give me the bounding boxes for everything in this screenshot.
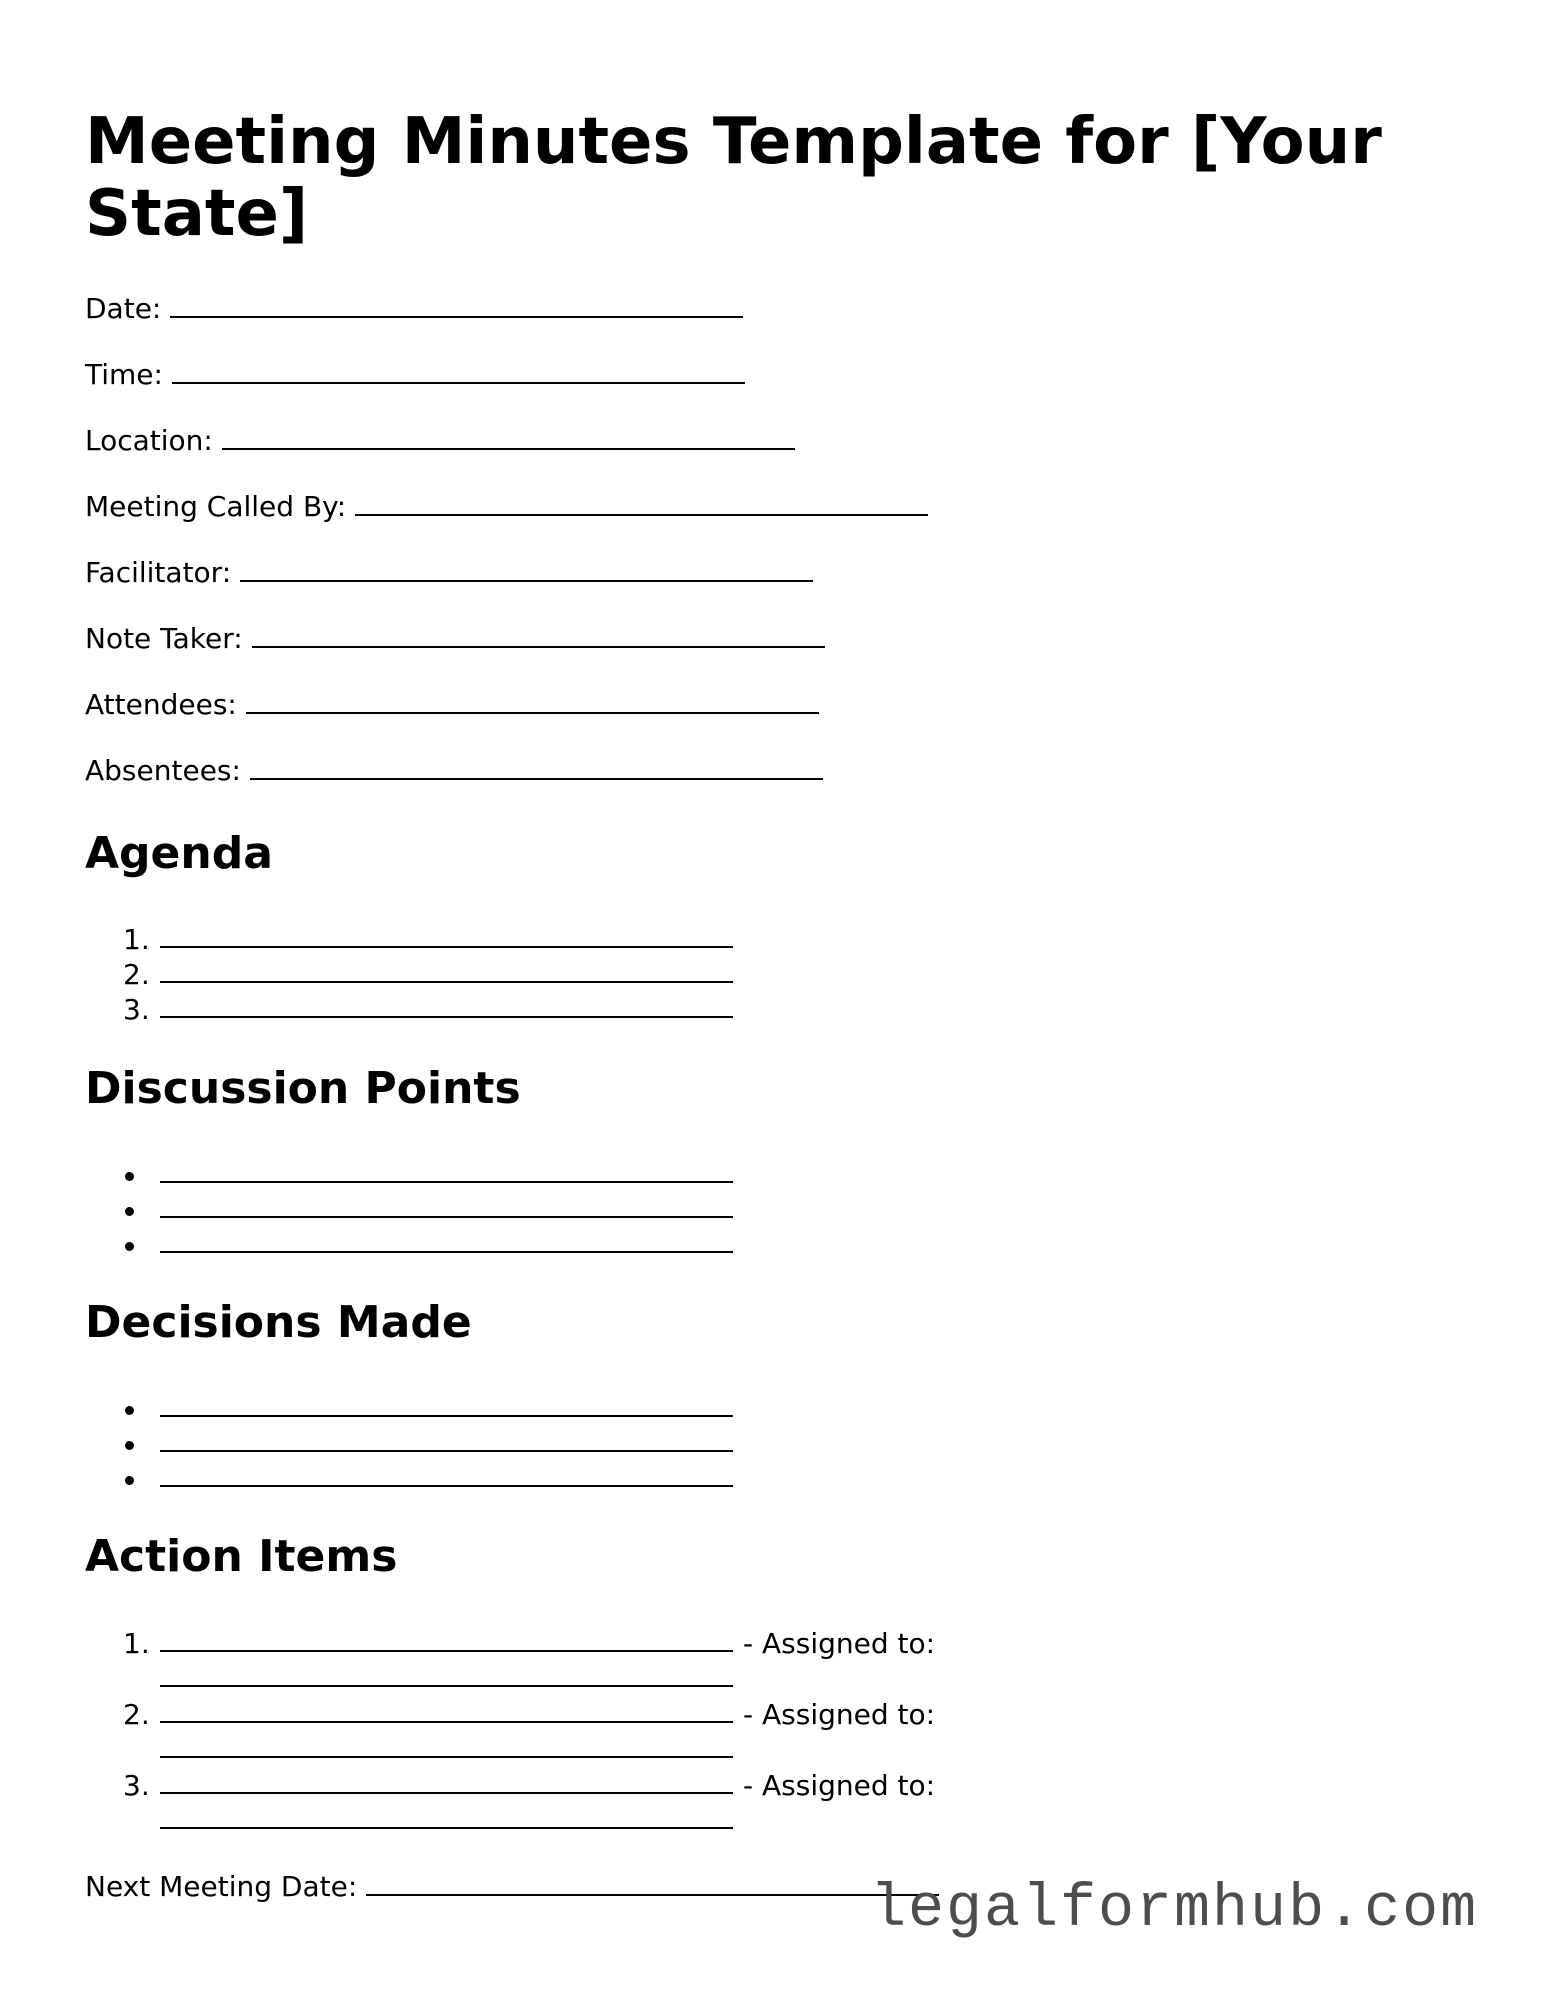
location-field [85,424,795,458]
attendees-field [85,688,819,722]
note-taker-field [85,622,825,656]
discussion-blank[interactable] [160,1227,733,1253]
meeting-called-by-blank[interactable] [355,494,928,516]
decisions-list [115,1391,733,1496]
agenda-heading: Agenda [85,828,273,879]
watermark: legalformhub.com [870,1876,1479,1944]
action-items-heading: Action Items [85,1531,398,1582]
agenda-blank[interactable] [160,922,733,948]
list-item [115,1461,733,1496]
field-label: Note Taker: [85,622,243,655]
time-field [85,358,745,392]
list-item [115,1391,733,1426]
assigned-to-label: - Assigned to: [743,1627,936,1660]
attendees-blank[interactable] [246,692,819,714]
bullet-icon [125,1172,134,1181]
location-blank[interactable] [222,428,795,450]
item-number: 1. [123,1627,150,1660]
bullet-icon [125,1242,134,1251]
list-item [115,1192,733,1227]
meeting-called-by-field [85,490,928,524]
bullet-icon [125,1476,134,1485]
decision-blank[interactable] [160,1426,733,1452]
field-label: Meeting Called By: [85,490,347,523]
assignee-blank[interactable] [160,1803,733,1829]
agenda-blank[interactable] [160,957,733,983]
field-label: Facilitator: [85,556,232,589]
field-label: Attendees: [85,688,237,721]
list-item [115,957,733,992]
item-number: 3. [123,1769,150,1802]
field-label: Absentees: [85,754,241,787]
facilitator-field [85,556,813,590]
facilitator-blank[interactable] [240,560,813,582]
action-blank[interactable] [160,1697,733,1723]
list-item [115,1426,733,1461]
decision-blank[interactable] [160,1461,733,1487]
action-blank[interactable] [160,1768,733,1794]
list-item [115,992,733,1027]
decisions-heading: Decisions Made [85,1297,472,1348]
discussion-list [115,1157,733,1262]
list-item [115,1157,733,1192]
next-meeting-date-blank[interactable] [366,1874,939,1896]
item-number: 2. [123,958,150,991]
item-number: 2. [123,1698,150,1731]
action-blank[interactable] [160,1626,733,1652]
bullet-icon [125,1441,134,1450]
assigned-to-label: - Assigned to: [743,1769,936,1802]
date-blank[interactable] [170,296,743,318]
list-item [115,922,733,957]
field-label: Location: [85,424,213,457]
assignee-blank[interactable] [160,1661,733,1687]
time-blank[interactable] [172,362,745,384]
discussion-blank[interactable] [160,1192,733,1218]
date-field [85,292,743,326]
absentees-blank[interactable] [250,758,823,780]
item-number: 3. [123,993,150,1026]
decision-blank[interactable] [160,1391,733,1417]
item-number: 1. [123,923,150,956]
field-label: Next Meeting Date: [85,1870,358,1903]
discussion-heading: Discussion Points [85,1063,521,1114]
field-label: Date: [85,292,162,325]
bullet-icon [125,1406,134,1415]
bullet-icon [125,1207,134,1216]
assignee-blank[interactable] [160,1732,733,1758]
absentees-field [85,754,823,788]
assigned-to-label: - Assigned to: [743,1698,936,1731]
page-title: Meeting Minutes Template for [Your State] [85,105,1382,251]
agenda-list [115,922,733,1027]
next-meeting-date-field [85,1870,939,1904]
agenda-blank[interactable] [160,992,733,1018]
note-taker-blank[interactable] [252,626,825,648]
list-item [115,1227,733,1262]
field-label: Time: [85,358,163,391]
discussion-blank[interactable] [160,1157,733,1183]
